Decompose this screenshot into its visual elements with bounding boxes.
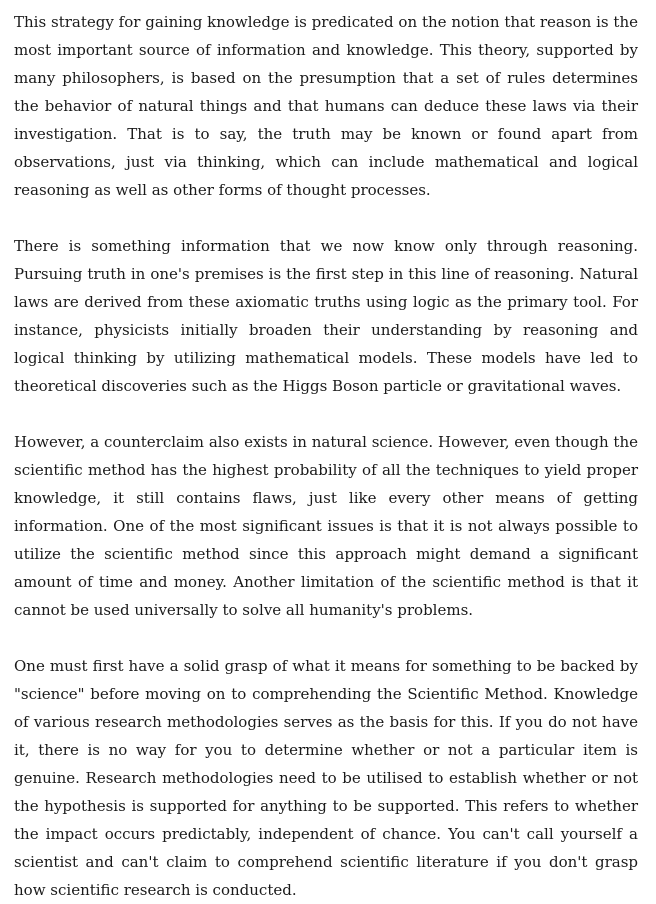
paragraph-counterclaim: However, a counterclaim also exists in natural science. However, even though the scientific method has the highest probability of all the techniques to yield proper knowledge, it still contains flaws, just like every other means of getting information. One of the most significant issues is that it is not always possible to utilize the scientific method since this approach might demand a significant amount of time and money. Another limitation of the scientific method is that it cannot be used universally to solve all humanity's problems.: [14, 433, 638, 619]
paragraph-scientific-method: One must first have a solid grasp of what it means for something to be backed by "science" before moving on to comprehending the Scientific Method. Knowledge of various research methodologies serves as the basis for this. If you do not have it, there is no way for you to determine whether or not a particular item is genuine. Research methodologies need to be utilised to establish whether or not the hypothesis is supported for anything to be supported. This refers to whether the impact occurs predictably, independent of chance. You can't call yourself a scientist and can't claim to comprehend scientific literature if you don't grasp how scientific research is conducted.: [14, 657, 638, 899]
paragraph-reasoning: There is something information that we now know only through reasoning. Pursuing truth in one's premises is the first step in this line of reasoning. Natural laws are derived from these axiomatic truths using logic as the primary tool. For instance, physicists initially broaden their understanding by reasoning and logical thinking by utilizing mathematical models. These models have led to theoretical discoveries such as the Higgs Boson particle or gravitational waves.: [14, 237, 638, 395]
paragraph-rationalism: This strategy for gaining knowledge is predicated on the notion that reason is the most important source of information and knowledge. This theory, supported by many philosophers, is based on the presumption that a set of rules determines the behavior of natural things and that humans can deduce these laws via their investigation. That is to say, the truth may be known or found apart from observations, just via thinking, which can include mathematical and logical reasoning as well as other forms of thought processes.: [14, 13, 638, 199]
